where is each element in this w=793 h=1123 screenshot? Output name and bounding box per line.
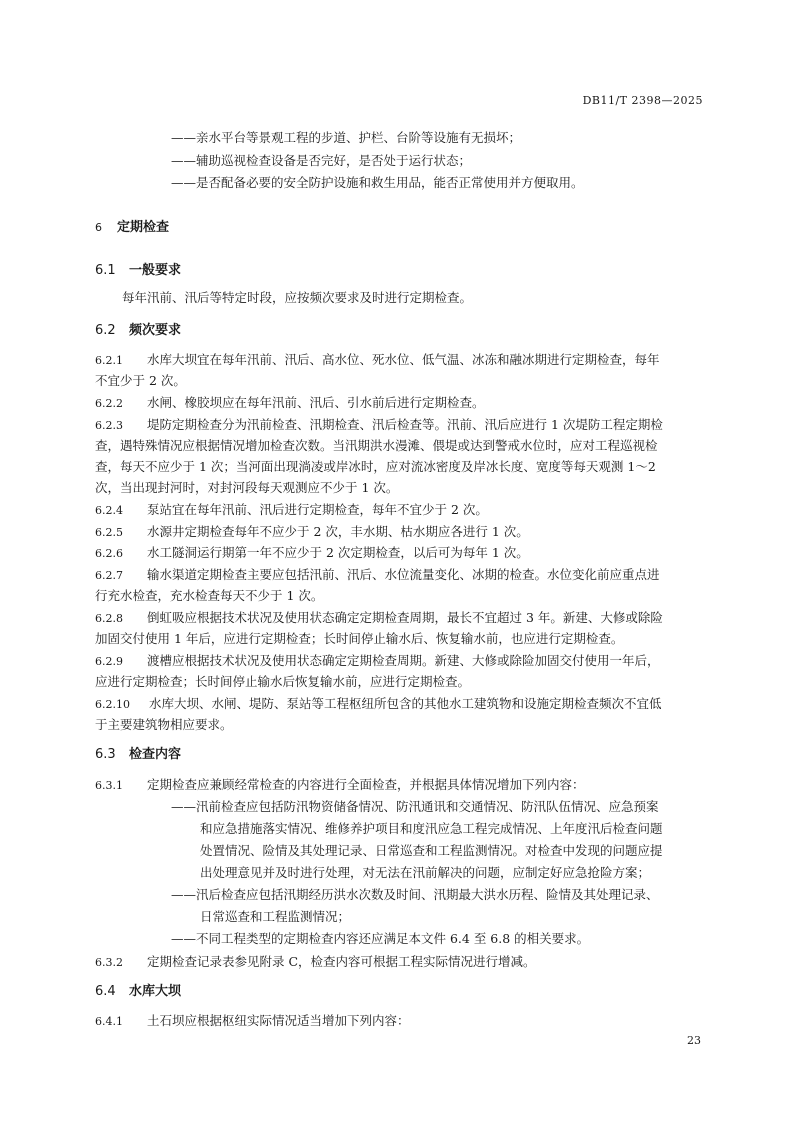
section-6-4-heading (95, 980, 181, 999)
section-title: 定期检查 (117, 220, 170, 235)
clause-6-3-1 (95, 775, 585, 793)
list-item-continued: 出处理意见并及时进行处理，对无法在汛前解决的问题，应制定好应急抢险方案； (200, 865, 651, 880)
clause-6-2-8 (95, 608, 663, 626)
paragraph: 每年汛前、汛后等特定时段，应按频次要求及时进行定期检查。 (122, 290, 473, 305)
clause-text-continued: 不宜少于 2 次。 (95, 373, 186, 388)
list-item: ——是否配备必要的安全防护设施和救生用品，能否正常使用并方便取用。 (171, 175, 584, 190)
clause-text: 倒虹吸应根据技术状况及使用状态确定定期检查周期，最长不宜超过 3 年。新建、大修或除险 (147, 610, 663, 625)
clause-6-2-1 (95, 350, 660, 368)
section-6-2-heading (95, 319, 181, 338)
list-item: ——辅助巡视检查设备是否完好，是否处于运行状态； (171, 153, 472, 168)
clause-text-continued: 应进行定期检查；长时间停止输水后恢复输水前，应进行定期检查。 (95, 674, 471, 689)
clause-number: 6.3.1 (95, 779, 123, 792)
clause-6-2-9 (95, 651, 660, 669)
clause-text: 渡槽应根据技术状况及使用状态确定定期检查周期。新建、大修或除险加固交付使用一年后， (147, 653, 660, 668)
clause-number: 6.2.7 (95, 569, 123, 582)
list-item-continued: 处置情况、险情及其处理记录、日常巡查和工程监测情况。对检查中发现的问题应提 (200, 843, 663, 858)
clause-6-2-5 (95, 522, 529, 540)
clause-number: 6.2.8 (95, 612, 123, 625)
section-6-1-heading (95, 259, 181, 278)
list-item: ——汛后检查应包括汛期经历洪水次数及时间、汛期最大洪水历程、险情及其处理记录、 (171, 887, 659, 902)
list-item: ——亲水平台等景观工程的步道、护栏、台阶等设施有无损坏； (171, 130, 522, 145)
clause-6-3-2 (95, 952, 536, 970)
clause-text: 泵站宜在每年汛前、汛后进行定期检查，每年不宜少于 2 次。 (147, 502, 488, 517)
section-title: 检查内容 (129, 747, 182, 762)
clause-number: 6.2.6 (95, 547, 123, 560)
clause-text: 定期检查应兼顾经常检查的内容进行全面检查，并根据具体情况增加下列内容： (147, 777, 585, 792)
clause-text-continued: 加固交付使用 1 年后，应进行定期检查；长时间停止输水后、恢复输水前，也应进行定期检查。 (95, 631, 624, 646)
clause-text: 堤防定期检查分为汛前检查、汛期检查、汛后检查等。汛前、汛后应进行 1 次堤防工程定期检 (147, 417, 663, 432)
list-item: ——汛前检查应包括防汛物资储备情况、防汛通讯和交通情况、防汛队伍情况、应急预案 (171, 799, 659, 814)
clause-number: 6.2.4 (95, 504, 123, 517)
section-title: 一般要求 (129, 263, 182, 278)
section-title: 水库大坝 (129, 984, 182, 999)
clause-6-4-1 (95, 1011, 410, 1029)
list-item-continued: 日常巡查和工程监测情况； (200, 909, 351, 924)
clause-6-2-7 (95, 565, 660, 583)
section-number: 6.2 (95, 323, 116, 338)
clause-text-continued: 次，当出现封河时，对封河段每天观测应不少于 1 次。 (95, 480, 399, 495)
clause-text-continued: 行充水检查，充水检查每天不少于 1 次。 (95, 588, 324, 603)
clause-text: 土石坝应根据枢纽实际情况适当增加下列内容： (147, 1013, 410, 1028)
section-number: 6.3 (95, 747, 116, 762)
clause-number: 6.2.10 (95, 698, 130, 711)
clause-text: 水库大坝宜在每年汛前、汛后、高水位、死水位、低气温、冰冻和融冰期进行定期检查，每年 (147, 352, 660, 367)
clause-number: 6.2.3 (95, 419, 123, 432)
clause-number: 6.2.5 (95, 526, 123, 539)
clause-text-continued: 查，遇特殊情况应根据情况增加检查次数。当汛期洪水漫滩、偎堤或达到警戒水位时，应对工程巡视检 (95, 438, 658, 453)
clause-6-2-6 (95, 543, 529, 561)
section-6-3-heading (95, 743, 181, 762)
clause-6-2-4 (95, 500, 488, 518)
list-item: ——不同工程类型的定期检查内容还应满足本文件 6.4 至 6.8 的相关要求。 (171, 931, 590, 946)
clause-text: 水源井定期检查每年不应少于 2 次，丰水期、枯水期应各进行 1 次。 (147, 524, 529, 539)
clause-number: 6.2.9 (95, 655, 123, 668)
section-number: 6 (95, 221, 102, 234)
clause-text: 定期检查记录表参见附录 C，检查内容可根据工程实际情况进行增减。 (147, 954, 536, 969)
document-code: DB11/T 2398—2025 (582, 94, 703, 107)
clause-number: 6.2.1 (95, 354, 123, 367)
clause-text: 水工隧洞运行期第一年不应少于 2 次定期检查，以后可为每年 1 次。 (147, 545, 529, 560)
clause-6-2-3 (95, 415, 663, 433)
clause-6-2-10 (95, 694, 662, 712)
clause-number: 6.4.1 (95, 1015, 123, 1028)
section-title: 频次要求 (129, 323, 182, 338)
clause-text-continued: 查，每天不应少于 1 次；当河面出现淌凌或岸冰时，应对流冰密度及岸冰长度、宽度等每天观测 1～2 (95, 459, 656, 474)
clause-number: 6.3.2 (95, 956, 123, 969)
clause-6-2-2 (95, 393, 485, 411)
clause-text: 水闸、橡胶坝应在每年汛前、汛后、引水前后进行定期检查。 (147, 395, 485, 410)
page-number: 23 (687, 1034, 701, 1047)
section-number: 6.1 (95, 263, 116, 278)
section-number: 6.4 (95, 984, 116, 999)
clause-text: 输水渠道定期检查主要应包括汛前、汛后、水位流量变化、冰期的检查。水位变化前应重点进 (147, 567, 660, 582)
section-6-heading (95, 216, 169, 235)
clause-text-continued: 于主要建筑物相应要求。 (95, 717, 233, 732)
clause-number: 6.2.2 (95, 397, 123, 410)
list-item-continued: 和应急措施落实情况、维修养护项目和度汛应急工程完成情况、上年度汛后检查问题 (200, 821, 663, 836)
clause-text: 水库大坝、水闸、堤防、泵站等工程枢纽所包含的其他水工建筑物和设施定期检查频次不宜低 (149, 696, 662, 711)
